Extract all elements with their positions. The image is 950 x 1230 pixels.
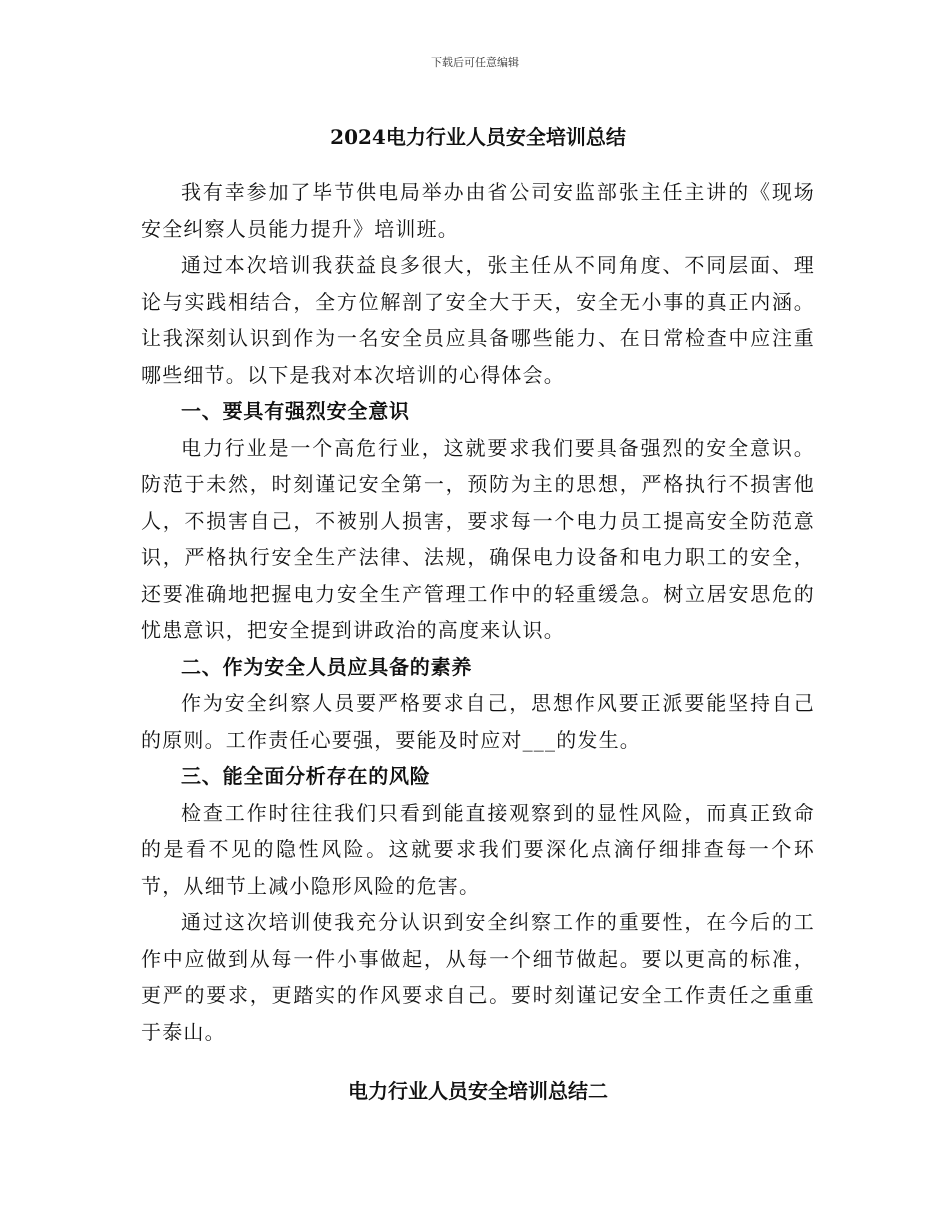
- document-title: 2024电力行业人员安全培训总结: [330, 125, 626, 149]
- section-3-paragraph: 检查工作时往往我们只看到能直接观察到的显性风险，而真正致命的是看不见的隐性风险。这就要求我们要深化点滴仔细排查每一个环节，从细节上减小隐形风险的危害。: [141, 800, 815, 898]
- section-2-paragraph: 作为安全纠察人员要严格要求自己，思想作风要正派要能坚持自己的原则。工作责任心要强，要能及时应对___的发生。: [141, 691, 815, 752]
- intro-paragraph-2: 通过本次培训我获益良多很大，张主任从不同角度、不同层面、理论与实践相结合，全方位解剖了安全大于天，安全无小事的真正内涵。让我深刻认识到作为一名安全员应具备哪些能力、在日常检查中应注重哪些细节。以下是我对本次培训的心得体会。: [141, 253, 815, 387]
- closing-paragraph: 通过这次培训使我充分认识到安全纠察工作的重要性，在今后的工作中应做到从每一件小事做起，从每一个细节做起。要以更高的标准，更严的要求，更踏实的作风要求自己。要时刻谨记安全工作责任之重重于泰山。: [141, 910, 815, 1044]
- section-3-heading: 三、能全面分析存在的风险: [181, 764, 431, 788]
- second-document-title: 电力行业人员安全培训总结二: [348, 1079, 608, 1103]
- document-body: [141, 118, 815, 1110]
- header-note: 下载后可任意编辑: [431, 56, 519, 69]
- intro-paragraph-1: 我有幸参加了毕节供电局举办由省公司安监部张主任主讲的《现场安全纠察人员能力提升》培训班。: [141, 180, 815, 241]
- section-1-paragraph: 电力行业是一个高危行业，这就要求我们要具备强烈的安全意识。防范于未然，时刻谨记安全第一，预防为主的思想，严格执行不损害他人，不损害自己，不被别人损害，要求每一个电力员工提高安全防范意识，严格执行安全生产法律、法规，确保电力设备和电力职工的安全，还要准确地把握电力安全生产管理工作中的轻重缓急。树立居安思危的忧患意识，把安全提到讲政治的高度来认识。: [141, 435, 815, 642]
- section-1-heading: 一、要具有强烈安全意识: [181, 399, 410, 423]
- section-2-heading: 二、作为安全人员应具备的素养: [181, 654, 473, 679]
